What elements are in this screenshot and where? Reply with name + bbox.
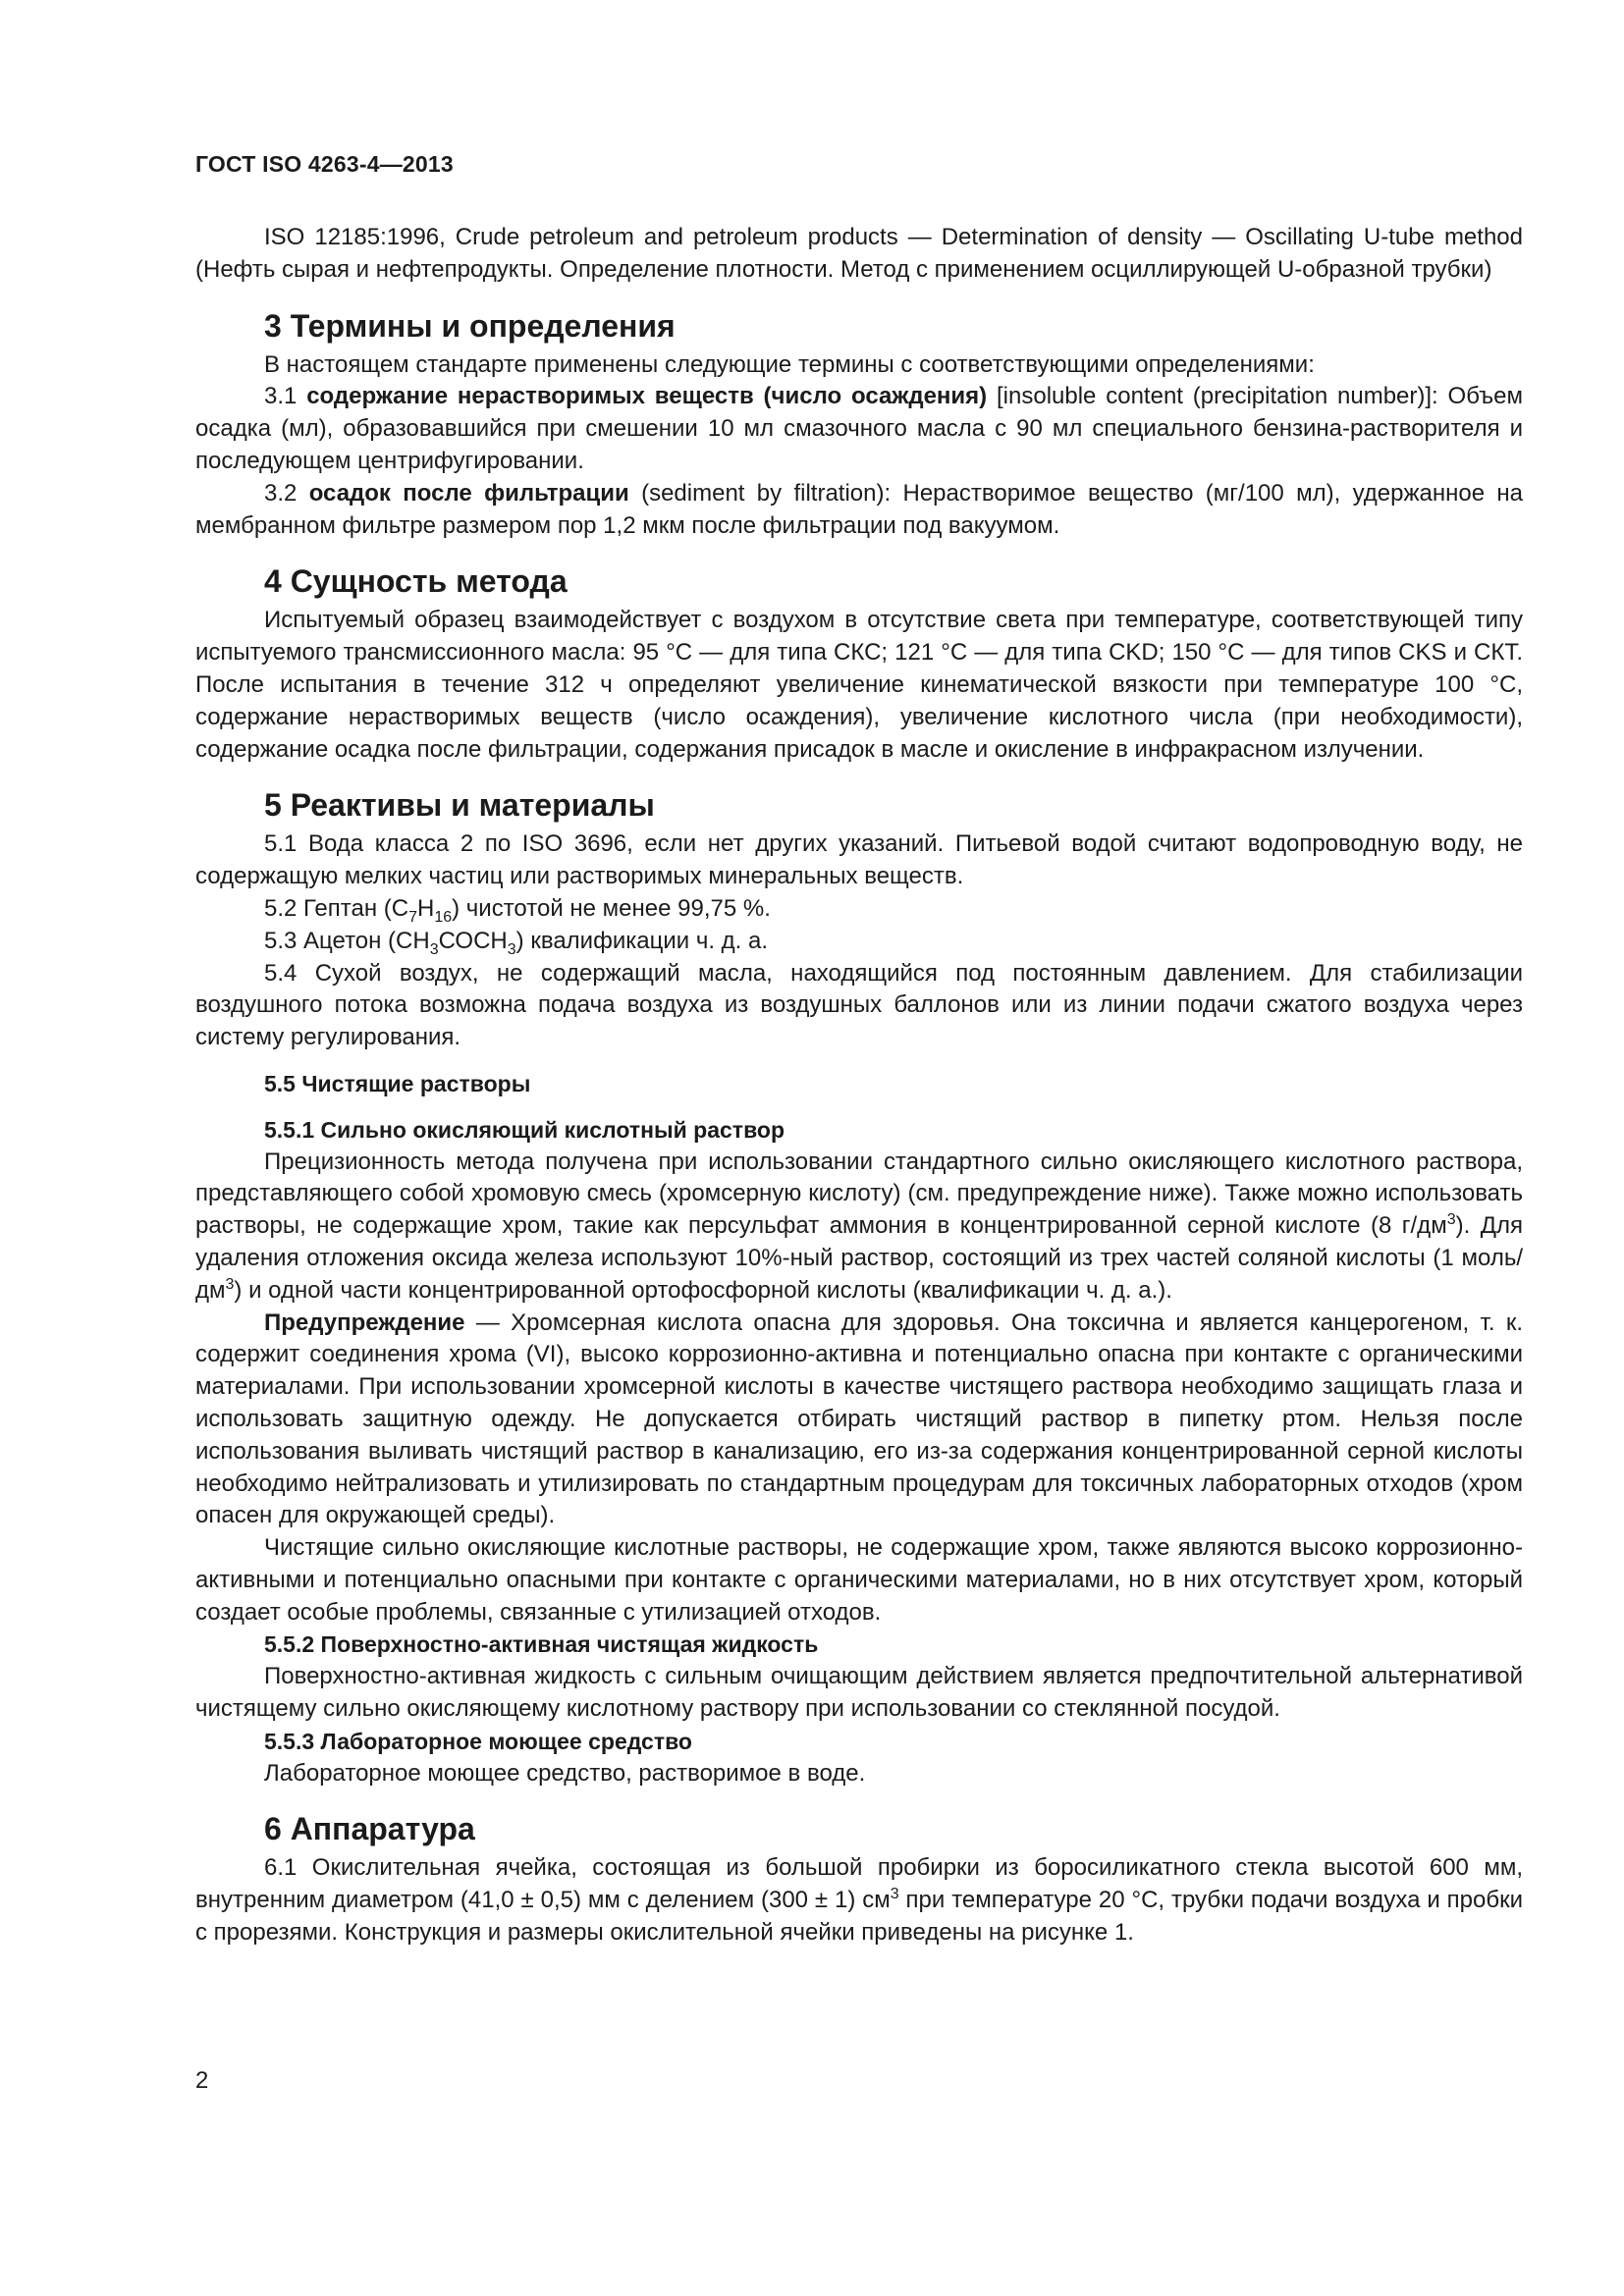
clause-5-3 <box>195 926 1523 958</box>
clause-6-1-superscript: 3 <box>890 1886 899 1903</box>
term-3-1-paragraph <box>195 381 1523 477</box>
clause-5-1: 5.1 Вода класса 2 по ISO 3696, если нет других указаний. Питьевой водой считают водопроводную воду, не содержащую мелких частиц или растворимых минеральных веществ. <box>195 830 1523 890</box>
clause-5-5-1-heading: 5.5.1 Сильно окисляющий кислотный раствор <box>264 1116 785 1143</box>
term-3-2-paragraph <box>195 478 1523 543</box>
warning-label: Предупреждение <box>264 1308 465 1336</box>
clause-5-2-text-c: ) чистотой не менее 99,75 %. <box>452 894 771 922</box>
clause-6-1-text-b: при температуре 20 °С, трубки подачи воздуха и пробки с прорезями. Конструкция и размеры окислительной ячейки приведены на рисунке 1. <box>195 1887 1524 1947</box>
warning-paragraph <box>195 1308 1523 1533</box>
clause-5-3-text-a: 5.3 Ацетон (СН <box>264 927 430 954</box>
term-3-2-definition: (sediment by filtration): Нерастворимое вещество (мг/100 мл), удержанное на мембранном фильтре размером пор 1,2 мкм после фильтрации под вакуумом. <box>195 479 1524 539</box>
clause-5-2 <box>195 893 1523 926</box>
clause-5-5-1-superscript-1: 3 <box>1446 1211 1456 1229</box>
clause-5-4: 5.4 Сухой воздух, не содержащий масла, находящийся под постоянным давлением. Для стабилизации воздушного потока возможна подача воздуха из воздушных баллонов или из линии подачи сжатого воздуха через систему регулирования. <box>195 959 1523 1051</box>
clause-5-5-3-text: Лабораторное моющее средство, растворимое в воде. <box>264 1759 866 1787</box>
clause-5-3-text-b: СОСН <box>438 927 508 954</box>
clause-5-5-1-text-c: ) и одной части концентрированной ортофосфорной кислоты (квалификации ч. д. а.). <box>234 1276 1172 1304</box>
clause-5-5-1-superscript-2: 3 <box>225 1275 235 1293</box>
clause-5-2-subscript-2: 16 <box>434 908 453 926</box>
section-3-intro: В настоящем стандарте применены следующие термины с соответствующими определениями: <box>264 350 1315 378</box>
term-3-1-number: 3.1 <box>264 383 307 410</box>
clause-5-2-text-b: Н <box>417 894 435 922</box>
term-3-2-number: 3.2 <box>264 479 309 507</box>
term-3-2-term: осадок после фильтрации <box>308 479 629 507</box>
section-6-heading: 6 Аппаратура <box>264 1811 475 1847</box>
warning-text: — Хромсерная кислота опасна для здоровья. Она токсична и является канцерогеном, т. к. содержит соединения хрома (VI), высоко коррозионно-активна и потенциально опасна при контакте с органическими материалами. При использовании хромсерной кислоты в качестве чистящего раствора необходимо защищать глаза и использовать защитную одежду. Не допускается отбирать чистящий раствор в пипетку ртом. Нельзя после использования выливать чистящий раствор в канализацию, его из-за содержания концентрированной серной кислоты необходимо нейтрализовать и утилизировать по стандартным процедурам для токсичных лабораторных отходов (хром опасен для окружающей среды). <box>195 1308 1523 1529</box>
normative-reference-paragraph: ISO 12185:1996, Crude petroleum and petroleum products — Determination of density — Oscillating U-tube method (Нефть сырая и нефтепродукты. Определение плотности. Метод с применением осциллирующей U-образной трубки) <box>195 224 1523 283</box>
term-3-1-term: содержание нерастворимых веществ (число осаждения) <box>306 383 988 410</box>
clause-6-1 <box>195 1852 1523 1949</box>
clause-5-5-1-paragraph <box>195 1147 1523 1308</box>
clause-5-5-3-heading: 5.5.3 Лабораторное моющее средство <box>264 1728 692 1754</box>
section-4-text: Испытуемый образец взаимодействует с воздухом в отсутствие света при температуре, соответствующей типу испытуемого трансмиссионного масла: 95 °С — для типа СКС; 121 °С — для типа CKD; 150 °С — для типов CKS и СКТ. После испытания в течение 312 ч определяют увеличение кинематической вязкости при температуре 100 °С, содержание нерастворимых веществ (число осаждения), увеличение кислотного числа (при необходимости), содержание осадка после фильтрации, содержания присадок в масле и окисление в инфракрасном излучении. <box>195 607 1523 763</box>
clause-5-5-1-text-b: ). Для удаления отложения оксида железа используют 10%-ный раствор, состоящий из трех частей соляной кислоты (1 моль/дм <box>195 1212 1524 1304</box>
clause-5-3-text-c: ) квалификации ч. д. а. <box>515 927 769 954</box>
section-5-heading: 5 Реактивы и материалы <box>264 787 655 824</box>
section-3-heading: 3 Термины и определения <box>264 307 676 344</box>
clause-6-1-text-a: 6.1 Окислительная ячейка, состоящая из большой пробирки из боросиликатного стекла высотой 600 мм, внутренним диаметром (41,0 ± 0,5) мм с делением (300 ± 1) см <box>195 1854 1523 1914</box>
clause-5-5-1-text-a: Прецизионность метода получена при использовании стандартного сильно окисляющего кислотного раствора, представляющего собой хромовую смесь (хромсерную кислоту) (см. предупреждение ниже). Также можно использовать растворы, не содержащие хром, такие как персульфат аммония в концентрированной серной кислоте (8 г/дм <box>195 1148 1523 1240</box>
clause-5-2-subscript-1: 7 <box>408 908 417 926</box>
clause-5-3-subscript-2: 3 <box>507 940 516 958</box>
clause-5-2-text-a: 5.2 Гептан (С <box>264 894 409 922</box>
clause-5-3-subscript-1: 3 <box>429 940 439 958</box>
clause-5-5-2-text: Поверхностно-активная жидкость с сильным очищающим действием является предпочтительной альтернативой чистящему сильно окисляющему кислотному раствору при использовании со стеклянной посудой. <box>195 1663 1523 1723</box>
page-number: 2 <box>195 2067 209 2094</box>
clause-5-5-heading: 5.5 Чистящие растворы <box>264 1070 531 1096</box>
document-code-header: ГОСТ ISO 4263-4—2013 <box>195 151 454 177</box>
term-3-1-definition: [insoluble content (precipitation number)]: Объем осадка (мл), образовавшийся при смешении 10 мл смазочного масла с 90 мл специального бензина-растворителя и последующем центрифугировании. <box>195 383 1524 474</box>
clause-5-5-2-heading: 5.5.2 Поверхностно-активная чистящая жидкость <box>264 1631 819 1658</box>
page-content <box>195 222 1523 1949</box>
clause-5-5-1-note: Чистящие сильно окисляющие кислотные растворы, не содержащие хром, также являются высоко коррозионно-активными и потенциально опасными при контакте с органическими материалами, но в них отсутствует хром, который создает особые проблемы, связанные с утилизацией отходов. <box>195 1534 1523 1626</box>
section-4-heading: 4 Сущность метода <box>264 563 568 600</box>
